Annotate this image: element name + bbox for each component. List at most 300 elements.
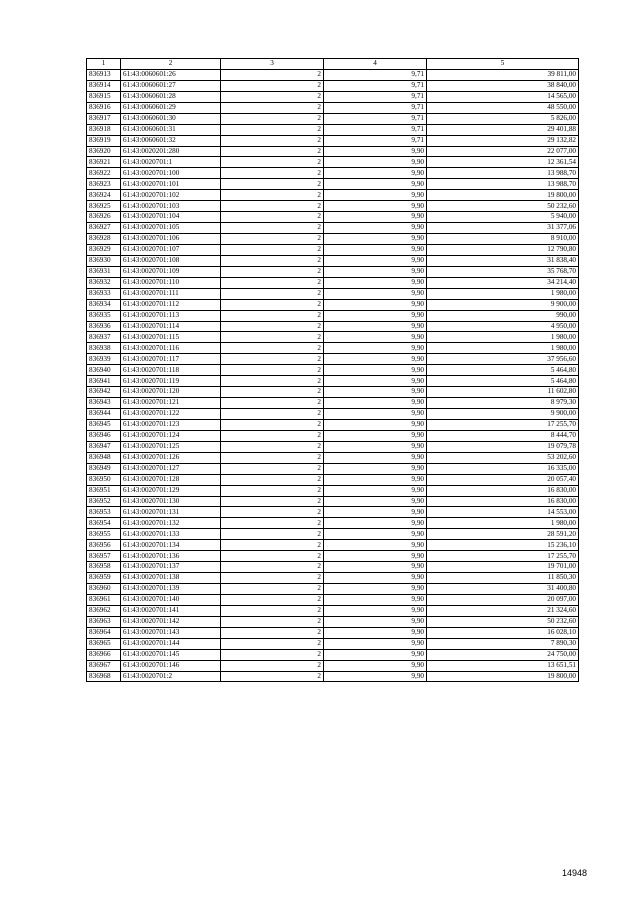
amount-cell: 31 838,40 (427, 255, 579, 266)
col3-cell: 2 (221, 594, 324, 605)
row-number-cell: 836966 (87, 649, 121, 660)
table-header-row (87, 59, 579, 70)
col4-cell: 9,90 (324, 190, 427, 201)
col3-cell: 2 (221, 529, 324, 540)
data-table (86, 58, 579, 682)
table-row (87, 244, 579, 255)
cadastral-number-cell: 61:43:0060601:32 (121, 135, 221, 146)
table-row (87, 80, 579, 91)
amount-cell: 13 988,70 (427, 179, 579, 190)
table-row (87, 179, 579, 190)
cadastral-number-cell: 61:43:0020701:132 (121, 518, 221, 529)
table-row (87, 616, 579, 627)
col4-cell: 9,90 (324, 201, 427, 212)
amount-cell: 9 900,00 (427, 409, 579, 420)
cadastral-number-cell: 61:43:0020701:139 (121, 584, 221, 595)
col4-cell: 9,90 (324, 638, 427, 649)
cadastral-number-cell: 61:43:0020701:108 (121, 255, 221, 266)
table-row (87, 430, 579, 441)
cadastral-number-cell: 61:43:0020701:127 (121, 463, 221, 474)
amount-cell: 17 255,70 (427, 419, 579, 430)
table-row (87, 365, 579, 376)
col3-cell: 2 (221, 288, 324, 299)
col4-cell: 9,71 (324, 135, 427, 146)
row-number-cell: 836960 (87, 584, 121, 595)
table-row (87, 321, 579, 332)
amount-cell: 7 890,30 (427, 638, 579, 649)
col3-cell: 2 (221, 584, 324, 595)
col3-cell: 2 (221, 277, 324, 288)
col3-cell: 2 (221, 660, 324, 671)
col4-cell: 9,71 (324, 91, 427, 102)
col3-cell: 2 (221, 201, 324, 212)
col4-cell: 9,71 (324, 124, 427, 135)
column-header-1: 1 (87, 59, 121, 70)
row-number-cell: 836927 (87, 223, 121, 234)
col3-cell: 2 (221, 255, 324, 266)
col4-cell: 9,90 (324, 310, 427, 321)
cadastral-number-cell: 61:43:0020701:102 (121, 190, 221, 201)
col4-cell: 9,71 (324, 80, 427, 91)
col3-cell: 2 (221, 518, 324, 529)
col3-cell: 2 (221, 649, 324, 660)
amount-cell: 11 850,30 (427, 573, 579, 584)
col3-cell: 2 (221, 616, 324, 627)
amount-cell: 20 057,40 (427, 474, 579, 485)
cadastral-number-cell: 61:43:0020701:145 (121, 649, 221, 660)
cadastral-number-cell: 61:43:0020701:114 (121, 321, 221, 332)
amount-cell: 21 324,60 (427, 605, 579, 616)
cadastral-number-cell: 61:43:0020701:134 (121, 540, 221, 551)
row-number-cell: 836919 (87, 135, 121, 146)
row-number-cell: 836917 (87, 113, 121, 124)
table-row (87, 463, 579, 474)
cadastral-number-cell: 61:43:0060601:31 (121, 124, 221, 135)
table-row (87, 201, 579, 212)
table-row (87, 452, 579, 463)
cadastral-number-cell: 61:43:0020701:104 (121, 212, 221, 223)
row-number-cell: 836933 (87, 288, 121, 299)
col3-cell: 2 (221, 113, 324, 124)
amount-cell: 39 811,00 (427, 69, 579, 80)
row-number-cell: 836918 (87, 124, 121, 135)
table-row (87, 354, 579, 365)
col4-cell: 9,90 (324, 157, 427, 168)
amount-cell: 4 950,00 (427, 321, 579, 332)
table-row (87, 496, 579, 507)
table-row (87, 255, 579, 266)
amount-cell: 19 800,00 (427, 190, 579, 201)
table-row (87, 605, 579, 616)
cadastral-number-cell: 61:43:0020701:116 (121, 343, 221, 354)
amount-cell: 38 840,00 (427, 80, 579, 91)
amount-cell: 29 401,88 (427, 124, 579, 135)
table-row (87, 277, 579, 288)
col4-cell: 9,90 (324, 529, 427, 540)
table-row (87, 398, 579, 409)
table-row (87, 234, 579, 245)
col3-cell: 2 (221, 365, 324, 376)
row-number-cell: 836961 (87, 594, 121, 605)
cadastral-number-cell: 61:43:0060601:29 (121, 102, 221, 113)
table-row (87, 529, 579, 540)
row-number-cell: 836930 (87, 255, 121, 266)
row-number-cell: 836935 (87, 310, 121, 321)
amount-cell: 50 232,60 (427, 201, 579, 212)
row-number-cell: 836920 (87, 146, 121, 157)
row-number-cell: 836952 (87, 496, 121, 507)
row-number-cell: 836923 (87, 179, 121, 190)
col4-cell: 9,90 (324, 244, 427, 255)
table-row (87, 135, 579, 146)
cadastral-number-cell: 61:43:0020701:122 (121, 409, 221, 420)
table-row (87, 190, 579, 201)
table-row (87, 223, 579, 234)
col3-cell: 2 (221, 146, 324, 157)
table-row (87, 113, 579, 124)
col3-cell: 2 (221, 409, 324, 420)
col4-cell: 9,90 (324, 616, 427, 627)
cadastral-number-cell: 61:43:0020701:133 (121, 529, 221, 540)
table-row (87, 212, 579, 223)
cadastral-number-cell: 61:43:0020701:109 (121, 266, 221, 277)
col4-cell: 9,90 (324, 452, 427, 463)
col3-cell: 2 (221, 91, 324, 102)
amount-cell: 24 750,00 (427, 649, 579, 660)
column-header-5: 5 (427, 59, 579, 70)
table-row (87, 507, 579, 518)
amount-cell: 12 361,54 (427, 157, 579, 168)
col4-cell: 9,90 (324, 507, 427, 518)
col3-cell: 2 (221, 343, 324, 354)
col4-cell: 9,90 (324, 376, 427, 387)
row-number-cell: 836944 (87, 409, 121, 420)
col4-cell: 9,90 (324, 485, 427, 496)
row-number-cell: 836921 (87, 157, 121, 168)
col4-cell: 9,90 (324, 605, 427, 616)
col4-cell: 9,90 (324, 540, 427, 551)
col3-cell: 2 (221, 419, 324, 430)
row-number-cell: 836953 (87, 507, 121, 518)
cadastral-number-cell: 61:43:0020701:107 (121, 244, 221, 255)
row-number-cell: 836955 (87, 529, 121, 540)
col4-cell: 9,90 (324, 671, 427, 682)
col4-cell: 9,90 (324, 299, 427, 310)
table-row (87, 540, 579, 551)
row-number-cell: 836956 (87, 540, 121, 551)
table-row (87, 649, 579, 660)
col4-cell: 9,90 (324, 321, 427, 332)
cadastral-number-cell: 61:43:0020701:141 (121, 605, 221, 616)
amount-cell: 22 077,00 (427, 146, 579, 157)
col3-cell: 2 (221, 135, 324, 146)
cadastral-number-cell: 61:43:0060601:26 (121, 69, 221, 80)
amount-cell: 1 980,00 (427, 343, 579, 354)
cadastral-number-cell: 61:43:0020701:143 (121, 627, 221, 638)
row-number-cell: 836943 (87, 398, 121, 409)
row-number-cell: 836958 (87, 562, 121, 573)
amount-cell: 8 444,70 (427, 430, 579, 441)
col3-cell: 2 (221, 507, 324, 518)
col4-cell: 9,90 (324, 496, 427, 507)
column-header-2: 2 (121, 59, 221, 70)
cadastral-number-cell: 61:43:0060601:28 (121, 91, 221, 102)
cadastral-number-cell: 61:43:0020701:123 (121, 419, 221, 430)
table-row (87, 266, 579, 277)
col4-cell: 9,90 (324, 234, 427, 245)
col4-cell: 9,90 (324, 551, 427, 562)
col4-cell: 9,90 (324, 398, 427, 409)
cadastral-number-cell: 61:43:0020701:101 (121, 179, 221, 190)
col4-cell: 9,90 (324, 584, 427, 595)
row-number-cell: 836934 (87, 299, 121, 310)
col4-cell: 9,90 (324, 365, 427, 376)
row-number-cell: 836948 (87, 452, 121, 463)
col3-cell: 2 (221, 562, 324, 573)
row-number-cell: 836963 (87, 616, 121, 627)
row-number-cell: 836949 (87, 463, 121, 474)
row-number-cell: 836946 (87, 430, 121, 441)
col4-cell: 9,90 (324, 387, 427, 398)
col3-cell: 2 (221, 430, 324, 441)
col4-cell: 9,90 (324, 179, 427, 190)
amount-cell: 16 830,00 (427, 496, 579, 507)
col4-cell: 9,90 (324, 419, 427, 430)
row-number-cell: 836924 (87, 190, 121, 201)
table-row (87, 638, 579, 649)
amount-cell: 34 214,40 (427, 277, 579, 288)
table-row (87, 518, 579, 529)
table-row (87, 288, 579, 299)
amount-cell: 29 132,82 (427, 135, 579, 146)
row-number-cell: 836947 (87, 441, 121, 452)
amount-cell: 20 097,00 (427, 594, 579, 605)
col3-cell: 2 (221, 310, 324, 321)
row-number-cell: 836959 (87, 573, 121, 584)
cadastral-number-cell: 61:43:0020701:111 (121, 288, 221, 299)
amount-cell: 5 464,80 (427, 376, 579, 387)
col4-cell: 9,90 (324, 594, 427, 605)
col3-cell: 2 (221, 474, 324, 485)
amount-cell: 48 550,00 (427, 102, 579, 113)
amount-cell: 53 202,60 (427, 452, 579, 463)
cadastral-number-cell: 61:43:0020701:2 (121, 671, 221, 682)
table-row (87, 146, 579, 157)
col4-cell: 9,90 (324, 277, 427, 288)
amount-cell: 16 830,00 (427, 485, 579, 496)
row-number-cell: 836965 (87, 638, 121, 649)
amount-cell: 15 236,10 (427, 540, 579, 551)
amount-cell: 13 988,70 (427, 168, 579, 179)
cadastral-number-cell: 61:43:0020701:113 (121, 310, 221, 321)
row-number-cell: 836940 (87, 365, 121, 376)
amount-cell: 31 377,06 (427, 223, 579, 234)
col3-cell: 2 (221, 179, 324, 190)
cadastral-number-cell: 61:43:0020701:125 (121, 441, 221, 452)
amount-cell: 31 400,80 (427, 584, 579, 595)
table-row (87, 376, 579, 387)
col3-cell: 2 (221, 540, 324, 551)
cadastral-number-cell: 61:43:0020701:112 (121, 299, 221, 310)
cadastral-number-cell: 61:43:0020701:131 (121, 507, 221, 518)
amount-cell: 37 956,60 (427, 354, 579, 365)
cadastral-number-cell: 61:43:0020701:137 (121, 562, 221, 573)
col3-cell: 2 (221, 627, 324, 638)
table-row (87, 551, 579, 562)
col3-cell: 2 (221, 332, 324, 343)
column-header-4: 4 (324, 59, 427, 70)
amount-cell: 8 979,30 (427, 398, 579, 409)
amount-cell: 19 701,00 (427, 562, 579, 573)
amount-cell: 1 980,00 (427, 332, 579, 343)
row-number-cell: 836962 (87, 605, 121, 616)
col3-cell: 2 (221, 463, 324, 474)
col4-cell: 9,71 (324, 113, 427, 124)
col3-cell: 2 (221, 212, 324, 223)
cadastral-number-cell: 61:43:0020701:115 (121, 332, 221, 343)
amount-cell: 28 591,20 (427, 529, 579, 540)
page-number: 14948 (562, 868, 588, 878)
table-row (87, 387, 579, 398)
row-number-cell: 836967 (87, 660, 121, 671)
cadastral-number-cell: 61:43:0020701:130 (121, 496, 221, 507)
col4-cell: 9,90 (324, 354, 427, 365)
col3-cell: 2 (221, 124, 324, 135)
cadastral-number-cell: 61:43:0020701:1 (121, 157, 221, 168)
col3-cell: 2 (221, 387, 324, 398)
row-number-cell: 836938 (87, 343, 121, 354)
col3-cell: 2 (221, 551, 324, 562)
amount-cell: 1 980,00 (427, 518, 579, 529)
table-row (87, 343, 579, 354)
amount-cell: 1 980,00 (427, 288, 579, 299)
cadastral-number-cell: 61:43:0060601:27 (121, 80, 221, 91)
row-number-cell: 836914 (87, 80, 121, 91)
col4-cell: 9,90 (324, 463, 427, 474)
row-number-cell: 836928 (87, 234, 121, 245)
row-number-cell: 836915 (87, 91, 121, 102)
amount-cell: 14 553,00 (427, 507, 579, 518)
amount-cell: 5 826,00 (427, 113, 579, 124)
cadastral-number-cell: 61:43:0060601:30 (121, 113, 221, 124)
amount-cell: 9 900,00 (427, 299, 579, 310)
row-number-cell: 836929 (87, 244, 121, 255)
table-row (87, 419, 579, 430)
amount-cell: 50 232,60 (427, 616, 579, 627)
col3-cell: 2 (221, 190, 324, 201)
cadastral-number-cell: 61:43:0020701:117 (121, 354, 221, 365)
column-header-3: 3 (221, 59, 324, 70)
table-row (87, 102, 579, 113)
row-number-cell: 836939 (87, 354, 121, 365)
col4-cell: 9,90 (324, 649, 427, 660)
amount-cell: 16 335,00 (427, 463, 579, 474)
col3-cell: 2 (221, 266, 324, 277)
row-number-cell: 836957 (87, 551, 121, 562)
col3-cell: 2 (221, 102, 324, 113)
row-number-cell: 836932 (87, 277, 121, 288)
col4-cell: 9,90 (324, 518, 427, 529)
col3-cell: 2 (221, 452, 324, 463)
table-row (87, 332, 579, 343)
cadastral-number-cell: 61:43:0020701:140 (121, 594, 221, 605)
col4-cell: 9,90 (324, 255, 427, 266)
col4-cell: 9,90 (324, 430, 427, 441)
amount-cell: 35 768,70 (427, 266, 579, 277)
col4-cell: 9,90 (324, 146, 427, 157)
table-row (87, 124, 579, 135)
col4-cell: 9,90 (324, 660, 427, 671)
row-number-cell: 836922 (87, 168, 121, 179)
amount-cell: 16 028,10 (427, 627, 579, 638)
col3-cell: 2 (221, 605, 324, 616)
cadastral-number-cell: 61:43:0020701:144 (121, 638, 221, 649)
cadastral-number-cell: 61:43:0020201:280 (121, 146, 221, 157)
col3-cell: 2 (221, 671, 324, 682)
col3-cell: 2 (221, 398, 324, 409)
amount-cell: 14 565,00 (427, 91, 579, 102)
row-number-cell: 836954 (87, 518, 121, 529)
col4-cell: 9,90 (324, 212, 427, 223)
col4-cell: 9,90 (324, 266, 427, 277)
col3-cell: 2 (221, 244, 324, 255)
cadastral-number-cell: 61:43:0020701:129 (121, 485, 221, 496)
amount-cell: 990,00 (427, 310, 579, 321)
col4-cell: 9,90 (324, 441, 427, 452)
cadastral-number-cell: 61:43:0020701:103 (121, 201, 221, 212)
col3-cell: 2 (221, 69, 324, 80)
table-row (87, 310, 579, 321)
col3-cell: 2 (221, 168, 324, 179)
cadastral-number-cell: 61:43:0020701:110 (121, 277, 221, 288)
col3-cell: 2 (221, 223, 324, 234)
table-row (87, 91, 579, 102)
row-number-cell: 836925 (87, 201, 121, 212)
table-row (87, 168, 579, 179)
col4-cell: 9,71 (324, 102, 427, 113)
row-number-cell: 836931 (87, 266, 121, 277)
cadastral-number-cell: 61:43:0020701:124 (121, 430, 221, 441)
col4-cell: 9,90 (324, 332, 427, 343)
col4-cell: 9,90 (324, 562, 427, 573)
amount-cell: 12 790,80 (427, 244, 579, 255)
row-number-cell: 836945 (87, 419, 121, 430)
row-number-cell: 836916 (87, 102, 121, 113)
col4-cell: 9,71 (324, 69, 427, 80)
row-number-cell: 836964 (87, 627, 121, 638)
col4-cell: 9,90 (324, 474, 427, 485)
col3-cell: 2 (221, 354, 324, 365)
cadastral-number-cell: 61:43:0020701:119 (121, 376, 221, 387)
col3-cell: 2 (221, 321, 324, 332)
amount-cell: 19 800,00 (427, 671, 579, 682)
table-row (87, 69, 579, 80)
table-row (87, 660, 579, 671)
amount-cell: 8 910,00 (427, 234, 579, 245)
col4-cell: 9,90 (324, 409, 427, 420)
row-number-cell: 836950 (87, 474, 121, 485)
table-row (87, 562, 579, 573)
cadastral-number-cell: 61:43:0020701:146 (121, 660, 221, 671)
col3-cell: 2 (221, 234, 324, 245)
cadastral-number-cell: 61:43:0020701:100 (121, 168, 221, 179)
cadastral-number-cell: 61:43:0020701:120 (121, 387, 221, 398)
cadastral-number-cell: 61:43:0020701:118 (121, 365, 221, 376)
col3-cell: 2 (221, 80, 324, 91)
cadastral-number-cell: 61:43:0020701:136 (121, 551, 221, 562)
row-number-cell: 836941 (87, 376, 121, 387)
row-number-cell: 836913 (87, 69, 121, 80)
